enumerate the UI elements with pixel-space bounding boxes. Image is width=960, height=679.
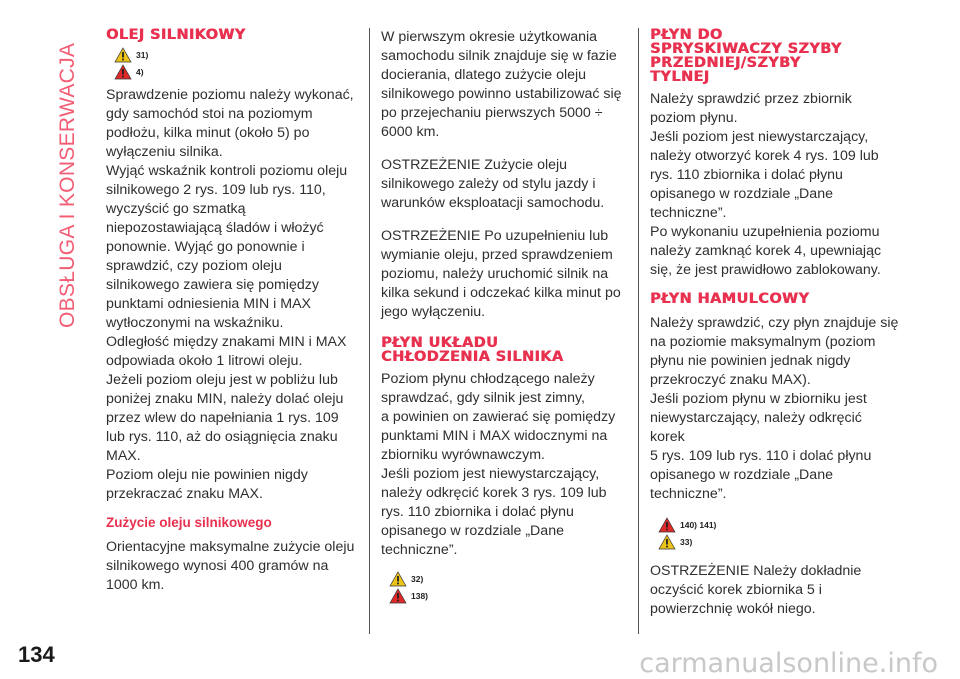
- warning-triangle-icon: [658, 517, 676, 533]
- body-text: OSTRZEŻENIE Po uzupełnieniu lub wymianie oleju, przed sprawdzeniem poziomu, należy uruchomić silnik na kilka sekund i odczekać kilka minut po jego wyłączeniu.: [381, 228, 621, 320]
- column-engine-oil: [106, 28, 358, 595]
- warning-refs: [650, 516, 900, 550]
- warning-ref: [389, 570, 627, 587]
- warning-ref-number: 32): [411, 573, 424, 584]
- section-heading: PŁYN UKŁADU CHŁODZENIA SILNIKA: [381, 335, 564, 365]
- caution-triangle-icon: [389, 571, 407, 587]
- body-text: Orientacyjne maksymalne zużycie oleju silnikowego wynosi 400 gramów na 1000 km.: [106, 539, 355, 593]
- body-text: Poziom płynu chłodzącego należy sprawdzać, gdy silnik jest zimny, a powinien on zawierać się pomiędzy punktami MIN i MAX widocznymi na zbiorniku wyrównawczym. Jeśli poziom jest niewystarczający, należy odkręcić korek 3 rys. 109 lub rys. 110 zbiornika i dolać płynu opisanego w rozdziale „Dane techniczne”.: [381, 371, 616, 558]
- column-divider: [369, 28, 370, 634]
- body-text: OSTRZEŻENIE Zużycie oleju silnikowego zależy od stylu jazdy i warunków eksploatacji samochodu.: [381, 157, 605, 211]
- warning-ref: [389, 587, 627, 604]
- watermark: carmanualsonline.info: [639, 648, 938, 679]
- warning-ref-number: 4): [136, 66, 144, 77]
- warning-ref: [658, 516, 900, 533]
- warning-triangle-icon: [389, 588, 407, 604]
- warning-ref-number: 140) 141): [680, 519, 717, 530]
- warning-ref: [114, 46, 358, 63]
- section-heading: PŁYN DO SPRYSKIWACZY SZYBY PRZEDNIEJ/SZYBY TYLNEJ: [650, 27, 842, 85]
- body-text: Sprawdzenie poziomu należy wykonać, gdy samochód stoi na poziomym podłożu, kilka minut (około 5) po wyłączeniu silnika. Wyjąć wskaźnik kontroli poziomu oleju silnikowego 2 rys. 109 lub rys. 110, wyczyścić go szmatką niepozostawiającą śladów i włożyć ponownie. Wyjąć go ponownie i sprawdzić, czy poziom oleju silnikowego zawiera się pomiędzy punktami odniesienia MIN i MAX wytłoczonymi na wskaźniku. Odległość między znakami MIN i MAX odpowiada około 1 litrowi oleju. Jeżeli poziom oleju jest w pobliżu lub poniżej znaku MIN, należy dolać oleju przez wlew do napełniania 1 rys. 109 lub rys. 110, aż do osiągnięcia znaku MAX. Poziom oleju nie powinien nigdy przekraczać znaku MAX.: [106, 87, 354, 502]
- body-text: W pierwszym okresie użytkowania samochodu silnik znajduje się w fazie docierania, dlatego zużycie oleju silnikowego powinno ustabilizować się po przejechaniu pierwszych 5000 ÷ 6000 km.: [381, 29, 622, 140]
- side-section-title: OBSŁUGA I KONSERWACJA: [56, 42, 79, 328]
- warning-ref-number: 33): [680, 536, 693, 547]
- warning-triangle-icon: [114, 64, 132, 80]
- body-text: Należy sprawdzić, czy płyn znajduje się na poziomie maksymalnym (poziom płynu nie powinien jednak nigdy przekroczyć znaku MAX). Jeśli poziom płynu w zbiorniku jest niewystarczający, należy odkręcić korek 5 rys. 109 lub rys. 110 i dolać płynu opisanego w rozdziale „Dane techniczne”.: [650, 315, 899, 502]
- warning-refs: [381, 570, 627, 604]
- warning-ref-number: 31): [136, 49, 149, 60]
- section-heading: OLEJ SILNIKOWY: [106, 27, 246, 43]
- column-right: [650, 28, 900, 619]
- warning-ref-number: 138): [411, 590, 429, 601]
- section-heading: PŁYN HAMULCOWY: [650, 291, 810, 307]
- warning-refs: [106, 46, 358, 80]
- body-text: OSTRZEŻENIE Należy dokładnie oczyścić korek zbiornika 5 i powierzchnię wokół niego.: [650, 563, 862, 617]
- caution-triangle-icon: [114, 47, 132, 63]
- body-text: Należy sprawdzić przez zbiornik poziom płynu. Jeśli poziom jest niewystarczający, należy otworzyć korek 4 rys. 109 lub rys. 110 zbiornika i dolać płynu opisanego w rozdziale „Dane techniczne”. Po wykonaniu uzupełnienia poziomu należy zamknąć korek 4, upewniając się, że jest prawidłowo zablokowany.: [650, 91, 882, 278]
- page-number: 134: [18, 642, 55, 667]
- warning-ref: [114, 63, 358, 80]
- column-divider: [638, 28, 639, 634]
- caution-triangle-icon: [658, 534, 676, 550]
- column-middle: [381, 28, 627, 610]
- warning-ref: [658, 533, 900, 550]
- subheading: Zużycie oleju silnikowego: [106, 515, 272, 530]
